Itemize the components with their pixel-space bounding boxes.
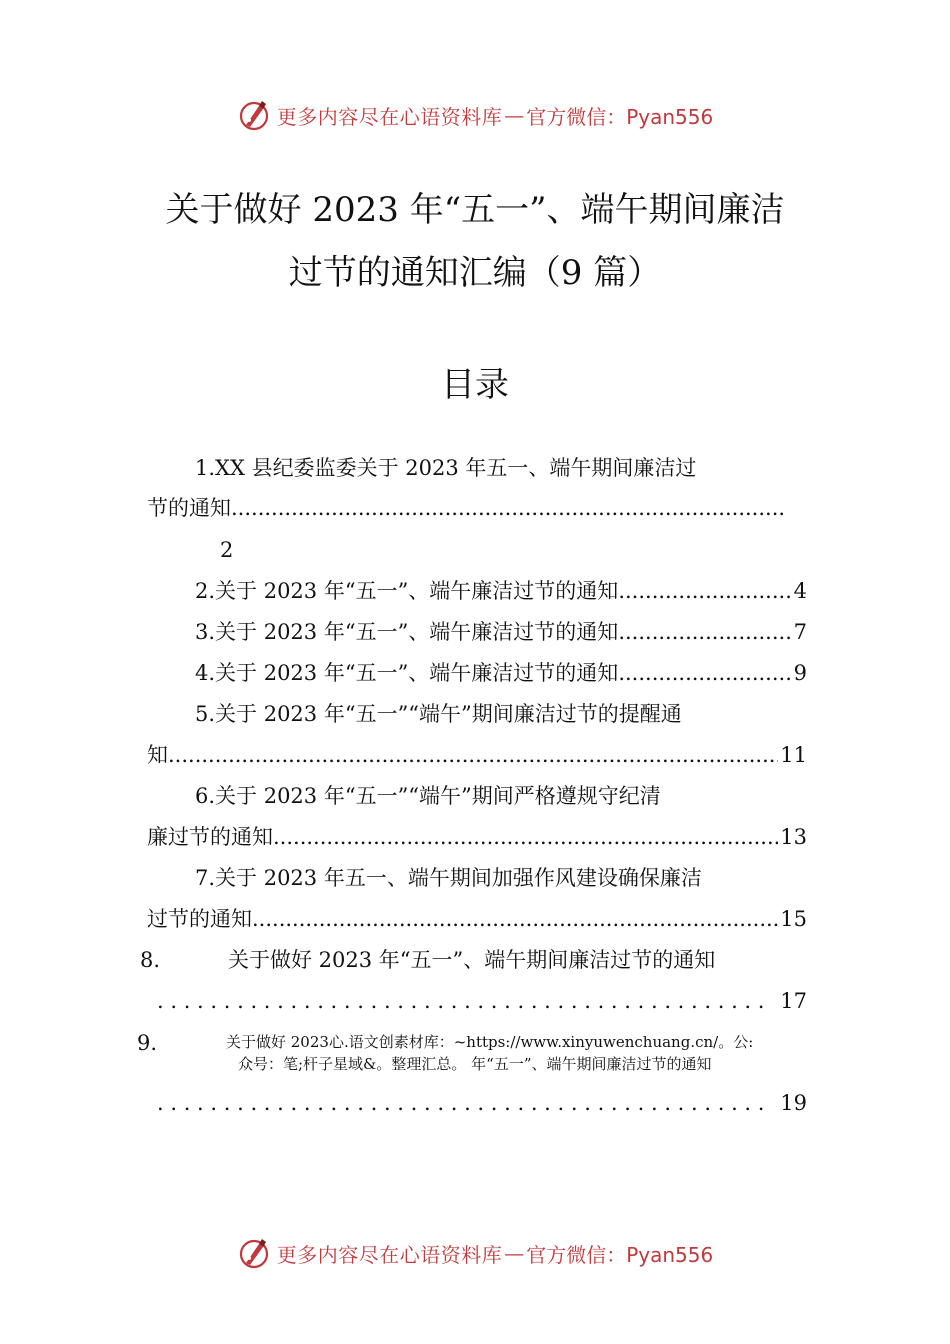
toc-item-3-page: 7 bbox=[793, 620, 807, 644]
toc-item-1-page: 2 bbox=[220, 538, 234, 562]
toc-leader-dots bbox=[252, 909, 778, 930]
toc-item-4-text: 4.关于 2023 年“五一”、端午廉洁过节的通知 bbox=[195, 661, 619, 685]
toc-leader-dots bbox=[157, 1093, 770, 1114]
toc-item-1-line2: 节的通知 bbox=[147, 496, 231, 520]
toc-item-9-line2[interactable]: 众号：笔;杆子星域&。整理汇总。 年“五一”、端午期间廉洁过节的通知 bbox=[238, 1055, 712, 1073]
toc-leader-dots bbox=[618, 663, 791, 684]
toc-item-7-line2: 过节的通知 bbox=[147, 907, 252, 931]
toc-item-9-page: 19 bbox=[780, 1091, 807, 1115]
toc-item-8-page: 17 bbox=[780, 989, 807, 1013]
toc-item-3-text: 3.关于 2023 年“五一”、端午廉洁过节的通知 bbox=[195, 620, 619, 644]
pen-logo-icon bbox=[237, 98, 271, 132]
toc-item-2-page: 4 bbox=[793, 579, 807, 603]
banner-separator: — bbox=[504, 1241, 525, 1265]
toc-leader-dots bbox=[168, 745, 778, 766]
toc-item-7-leader[interactable] bbox=[147, 909, 807, 930]
toc-item-5-line1: 5.关于 2023 年“五一”“端午”期间廉洁过节的提醒通 bbox=[195, 702, 682, 726]
toc-item-4-page: 9 bbox=[793, 661, 807, 685]
toc-item-9-leader bbox=[157, 1093, 807, 1114]
toc-item-9-line1: 关于做好 2023心.语文创素材库：~https://www.xinyuwenchuang.cn/。公: bbox=[226, 1033, 754, 1051]
toc-item-2-text: 2.关于 2023 年“五一”、端午廉洁过节的通知 bbox=[195, 579, 619, 603]
toc-item-8-number: 8. bbox=[140, 948, 161, 972]
banner-wechat: 官方微信：Pyan556 bbox=[526, 104, 714, 129]
toc-item-7-page: 15 bbox=[780, 907, 807, 931]
toc-item-8-leader bbox=[157, 991, 807, 1012]
toc-item-3[interactable] bbox=[195, 622, 807, 643]
banner-slogan: 更多内容尽在心语资料库 bbox=[276, 104, 503, 129]
toc-heading: 目录 bbox=[441, 365, 509, 405]
toc-item-1-line1: 1.XX 县纪委监委关于 2023 年五一、端午期间廉洁过 bbox=[195, 456, 697, 480]
toc-leader-dots bbox=[618, 581, 791, 602]
toc-item-2[interactable] bbox=[195, 581, 807, 602]
toc-item-6-leader[interactable] bbox=[147, 827, 807, 848]
banner-separator: — bbox=[504, 103, 525, 127]
toc-item-6-page: 13 bbox=[780, 825, 807, 849]
toc-leader-dots bbox=[618, 622, 791, 643]
document-title-line1: 关于做好 2023 年“五一”、端午期间廉洁 bbox=[165, 190, 785, 230]
toc-leader-dots bbox=[157, 991, 770, 1012]
footer-banner bbox=[0, 1231, 950, 1275]
banner-wechat: 官方微信：Pyan556 bbox=[526, 1242, 714, 1267]
toc-item-4[interactable] bbox=[195, 663, 807, 684]
toc-item-5-line2: 知 bbox=[147, 743, 168, 767]
banner-slogan: 更多内容尽在心语资料库 bbox=[276, 1242, 503, 1267]
toc-item-5-page: 11 bbox=[780, 743, 807, 767]
toc-item-5-leader[interactable] bbox=[147, 745, 807, 766]
toc-item-8-text[interactable]: 关于做好 2023 年“五一”、端午期间廉洁过节的通知 bbox=[228, 948, 716, 972]
toc-leader-dots bbox=[231, 498, 787, 519]
pen-logo-icon bbox=[237, 1236, 271, 1270]
toc-item-6-line1: 6.关于 2023 年“五一”“端午”期间严格遵规守纪清 bbox=[195, 784, 661, 808]
toc-item-9-number: 9. bbox=[137, 1031, 158, 1055]
toc-leader-dots bbox=[273, 827, 778, 848]
header-banner bbox=[0, 93, 950, 137]
toc-item-6-line2: 廉过节的通知 bbox=[147, 825, 273, 849]
toc-item-1-leader bbox=[147, 498, 787, 519]
toc-item-7-line1: 7.关于 2023 年五一、端午期间加强作风建设确保廉洁 bbox=[195, 866, 702, 890]
document-title-line2: 过节的通知汇编（9 篇） bbox=[288, 253, 662, 293]
